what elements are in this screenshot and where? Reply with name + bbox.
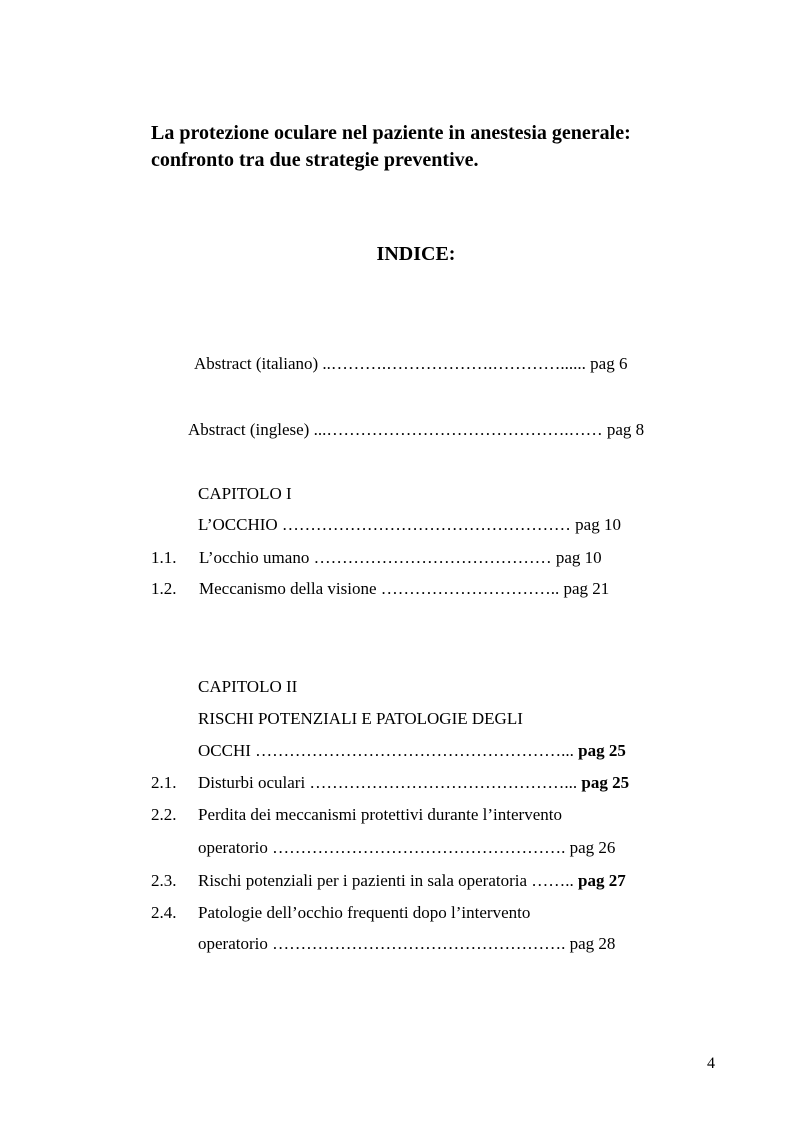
document-title (151, 120, 711, 174)
toc-item-text (198, 870, 626, 892)
toc-item-number: 2.1. (151, 773, 177, 792)
chapter1-heading: CAPITOLO I (198, 484, 292, 503)
toc-item-number: 2.3. (151, 871, 177, 890)
toc-item-text: Meccanismo della visione ………………………….. pag 21 (199, 579, 610, 598)
chapter2-title-line-2 (198, 740, 626, 762)
toc-item-number: 1.2. (151, 579, 177, 598)
toc-item-text (198, 772, 629, 794)
chapter2-title-line-1: RISCHI POTENZIALI E PATOLOGIE DEGLI (198, 709, 523, 728)
toc-item-text: Perdita dei meccanismi protettivi durante l’intervento (198, 805, 562, 824)
title-line-1: La protezione oculare nel paziente in anestesia generale: (151, 122, 631, 144)
chapter1-title-entry: L’OCCHIO …………………………………………… pag 10 (198, 515, 621, 534)
toc-abstract-italiano: Abstract (italiano) ..……….……………….…………...... pag 6 (194, 354, 628, 373)
toc-abstract-inglese: Abstract (inglese) ...…………………………………….…… pag 8 (188, 420, 645, 439)
toc-item-label: Disturbi oculari ………………………………………... (198, 773, 578, 792)
chapter2-title-text: OCCHI ………………………………………………... (198, 741, 574, 760)
index-heading: INDICE: (376, 243, 456, 265)
toc-item-page: pag 27 (578, 871, 626, 890)
toc-item-label: Rischi potenziali per i pazienti in sala operatoria …….. (198, 871, 574, 890)
toc-item-text: Patologie dell’occhio frequenti dopo l’intervento (198, 903, 531, 922)
title-line-2: confronto tra due strategie preventive. (151, 149, 479, 171)
chapter2-heading: CAPITOLO II (198, 677, 298, 696)
toc-item-number: 2.4. (151, 903, 177, 922)
toc-item-page: pag 25 (581, 773, 630, 792)
toc-item-number: 1.1. (151, 548, 177, 567)
toc-item-text: L’occhio umano …………………………………… pag 10 (199, 548, 602, 567)
page-number: 4 (707, 1055, 715, 1072)
toc-item-text: operatorio ……………………………………………. pag 28 (198, 934, 616, 953)
chapter2-title-page: pag 25 (578, 741, 626, 760)
toc-item-text: operatorio ……………………………………………. pag 26 (198, 838, 616, 857)
toc-item-number: 2.2. (151, 805, 177, 824)
